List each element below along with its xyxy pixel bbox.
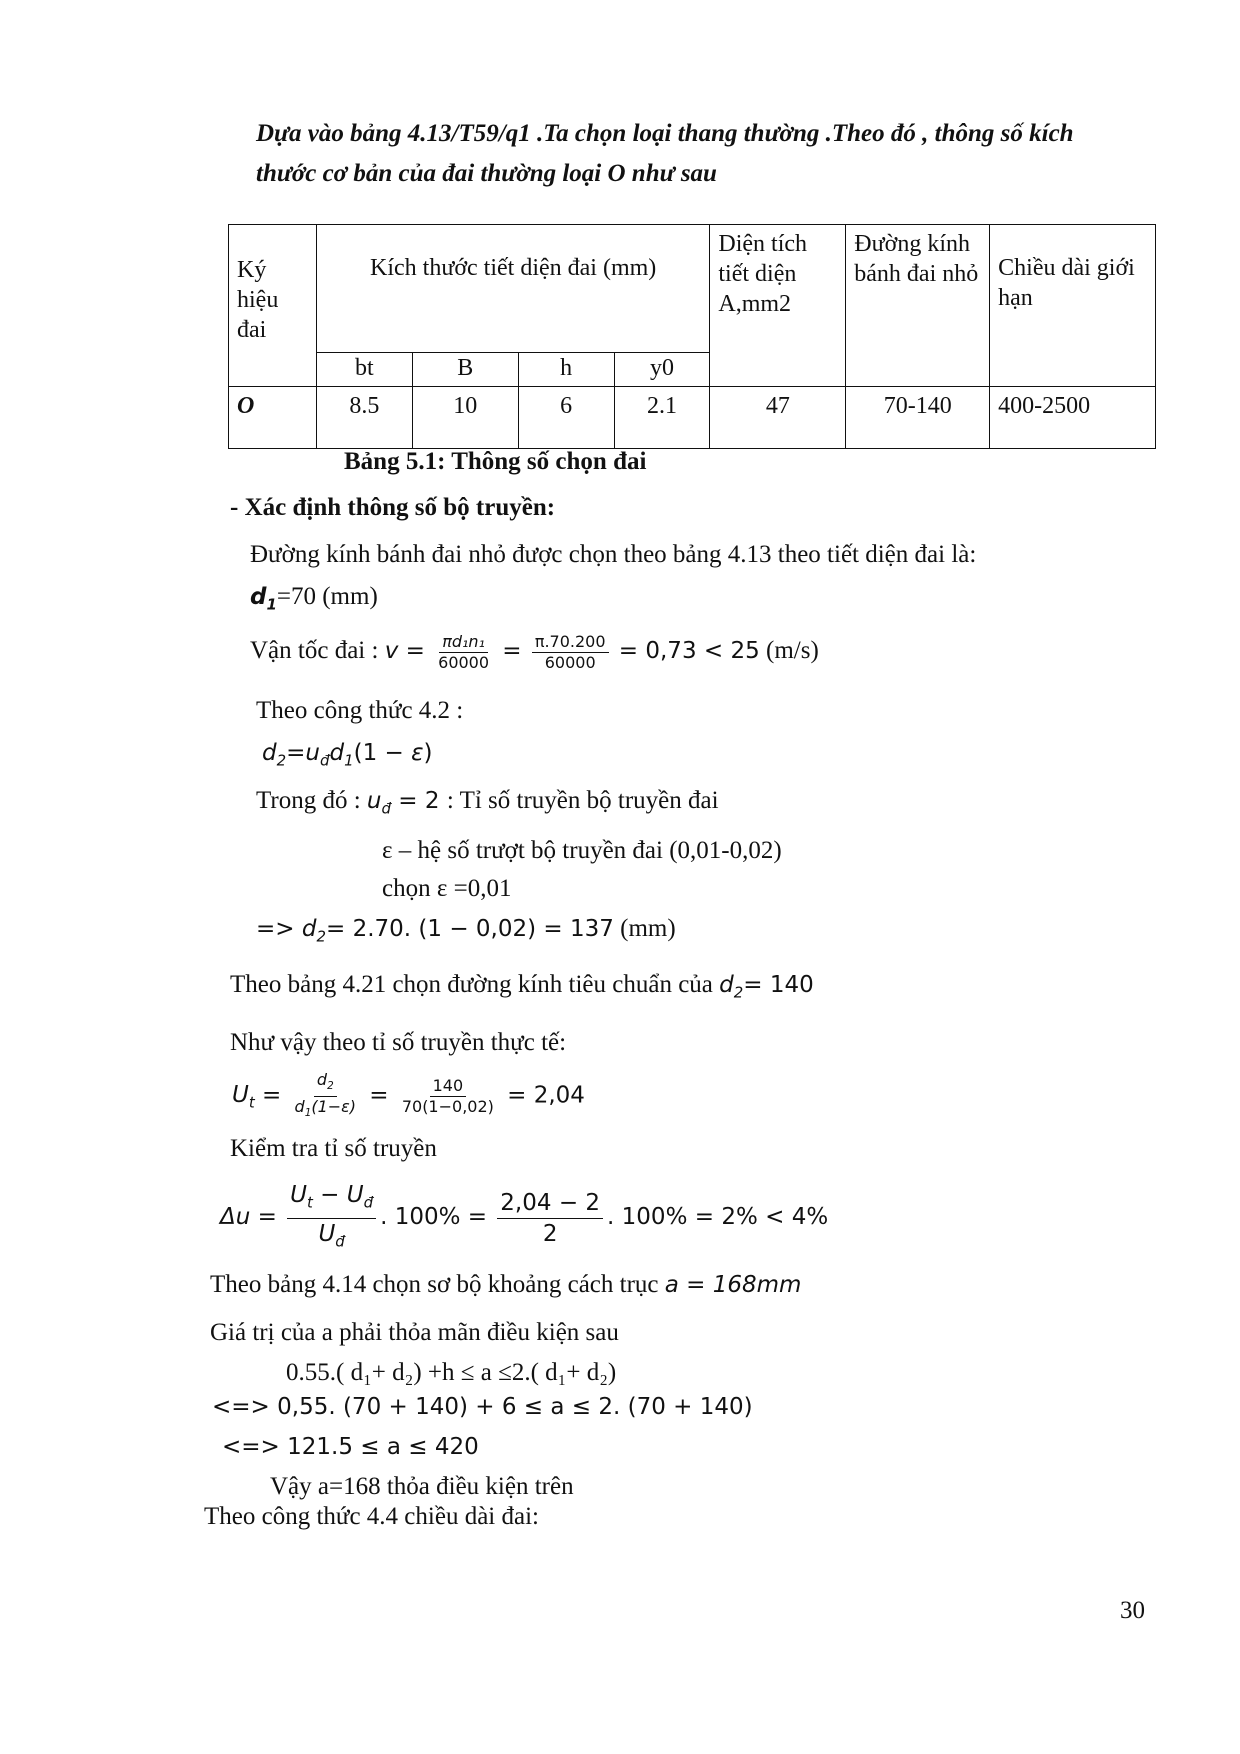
line-conclusion: Vậy a=168 thỏa điều kiện trên [270, 1473, 574, 1500]
cell-h: 6 [518, 387, 614, 449]
subheader-h: h [518, 353, 614, 387]
cell-diameter: 70-140 [846, 387, 990, 449]
cell-bt: 8.5 [316, 387, 412, 449]
line-inequality-numeric: <=> 0,55. (70 + 140) + 6 ≤ a ≤ 2. (70 + 140) [212, 1394, 753, 1420]
header-diameter: Đường kính bánh đai nhỏ [846, 225, 990, 387]
line-small-pulley: Đường kính bánh đai nhỏ được chọn theo bảng 4.13 theo tiết diện đai là: [250, 541, 977, 568]
header-symbol: Ký hiệu đai [229, 225, 317, 387]
line-inequality: 0.55.( d₁+ d₂) +h ≤ a ≤2.( d₁+ d₂) [286, 1359, 617, 1386]
line-delta-u: Δu = $\frac{U_t - U_đ}{U_đ}$ . 100% = $\frac{2,04 - 2}{2}$ . 100% = 2% < 4% [220, 1182, 829, 1251]
line-velocity: Vận tốc đai : v = $\frac{\text{πd₁n₁}}{60000}$ = $\frac{\pi.70.200}{60000}$ = 0,73 < 25 (m/s) [250, 632, 819, 672]
line-d2-result: => $d_2= 2.70$. (1 − 0,02) = 137 (mm) [256, 915, 676, 946]
cell-area: 47 [710, 387, 846, 449]
line-epsilon-desc: ε – hệ số trượt bộ truyền đai (0,01-0,02) [382, 837, 782, 864]
intro-line-1: Dựa vào bảng 4.13/T59/q1 .Ta chọn loại thang thường .Theo đó , thông số kích [256, 120, 1074, 147]
line-where: Trong đó : $u_đ = 2$ : Tỉ số truyền bộ truyền đai [256, 787, 719, 818]
line-epsilon-choice: chọn ε =0,01 [382, 875, 512, 902]
intro-line-2: thước cơ bản của đai thường loại O như sau [256, 160, 717, 187]
table-caption: Bảng 5.1: Thông số chọn đai [344, 448, 647, 475]
cell-length: 400-2500 [990, 387, 1156, 449]
line-ut-formula: $U_t$ = $\frac{d_2}{d_1(1-\varepsilon)}$ = $\frac{140}{70(1-0,02)}$ = 2,04 [232, 1070, 585, 1120]
line-d1: $d_1=70$ (mm) [250, 583, 378, 614]
subheader-y0: y0 [614, 353, 710, 387]
line-belt-length: Theo công thức 4.4 chiều dài đai: [204, 1503, 539, 1530]
header-dimensions: Kích thước tiết diện đai (mm) [316, 225, 709, 353]
cell-symbol: O [229, 387, 317, 449]
line-axis-distance: Theo bảng 4.14 chọn sơ bộ khoảng cách trục a = 168mm [210, 1271, 802, 1298]
line-standard-d2: Theo bảng 4.21 chọn đường kính tiêu chuẩn của $d_2= 140$ [230, 971, 814, 1002]
line-condition: Giá trị của a phải thỏa mãn điều kiện sau [210, 1319, 619, 1346]
header-length: Chiều dài giới hạn [990, 225, 1156, 387]
cell-B: 10 [412, 387, 518, 449]
line-formula-ref: Theo công thức 4.2 : [256, 697, 464, 724]
line-inequality-result: <=> 121.5 ≤ a ≤ 420 [222, 1434, 479, 1460]
subheader-bt: bt [316, 353, 412, 387]
line-check-ratio: Kiểm tra tỉ số truyền [230, 1135, 437, 1162]
belt-spec-table [228, 224, 1156, 449]
cell-y0: 2.1 [614, 387, 710, 449]
subheader-B: B [412, 353, 518, 387]
section-heading: - Xác định thông số bộ truyền: [230, 494, 556, 521]
line-actual-ratio: Như vậy theo tỉ số truyền thực tế: [230, 1029, 567, 1056]
line-d2-formula: $d_2=u_đd_1(1 - \varepsilon)$ [262, 740, 433, 770]
header-area: Diện tích tiết diện A,mm2 [710, 225, 846, 387]
page-number: 30 [1120, 1597, 1145, 1624]
